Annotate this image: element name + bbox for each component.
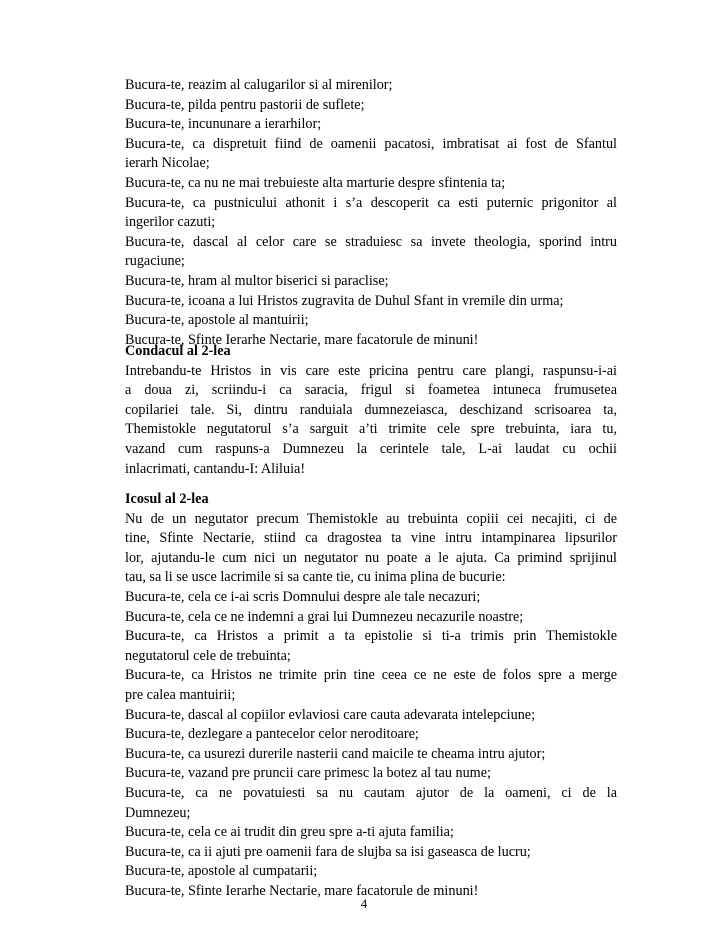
- verse-line: Bucura-te, dascal al copiilor evlaviosi care cauta adevarata intelepciune;: [125, 706, 536, 723]
- verse-line: ingerilor cazuti;: [125, 214, 216, 231]
- verse-line: Bucura-te, ca nu ne mai trebuieste alta marturie despre sfintenia ta;: [125, 174, 506, 191]
- verse-line: Bucura-te, dascal al celor care se straduiesc sa invete theologia, sporind intru: [125, 233, 617, 250]
- verse-line: Bucura-te, cela ce i-ai scris Domnului despre ale tale necazuri;: [125, 588, 481, 605]
- verse-line: Bucura-te, reazim al calugarilor si al mirenilor;: [125, 77, 393, 93]
- paragraph-line: Intrebandu-te Hristos in vis care este pricina pentru care plangi, raspunsu-i-ai: [125, 362, 617, 379]
- verse-line: Bucura-te, Sfinte Ierarhe Nectarie, mare facatorule de minuni!: [125, 331, 479, 348]
- paragraph-line: tau, sa li se usce lacrimile si sa cante tie, cu inima plina de bucurie:: [125, 569, 506, 586]
- paragraph-line: copilariei tale. Si, dintru randuiala dumnezeiasca, deschizand scrisoarea ta,: [125, 401, 617, 418]
- paragraph-line: Nu de un negutator precum Themistokle au trebuinta copiii cei necajiti, ci de: [125, 510, 617, 527]
- verse-line: pre calea mantuirii;: [125, 686, 236, 703]
- verse-line: Bucura-te, ca Hristos ne trimite prin tine ceea ce ne este de folos spre a merge: [125, 667, 617, 684]
- paragraph-line: inlacrimati, cantandu-I: Aliluia!: [125, 460, 306, 477]
- verse-line: Bucura-te, incununare a ierarhilor;: [125, 116, 322, 133]
- verse-line: rugaciune;: [125, 253, 185, 270]
- paragraph-line: lor, ajutandu-le cum nici un negutator nu poate a le ajuta. Ca primind sprijinul: [125, 549, 617, 566]
- verse-line: Bucura-te, cela ce ne indemni a grai lui Dumnezeu necazurile noastre;: [125, 608, 524, 625]
- verse-line: Bucura-te, ca ii ajuti pre oamenii fara de slujba sa isi gaseasca de lucru;: [125, 843, 531, 860]
- verse-line: Bucura-te, vazand pre pruncii care primesc la botez al tau nume;: [125, 765, 491, 782]
- icos-section: [125, 490, 617, 901]
- verse-line: Bucura-te, apostole al mantuirii;: [125, 312, 309, 329]
- verse-line: negutatorul cele de trebuinta;: [125, 647, 291, 664]
- verse-line: Bucura-te, ca Hristos a primit a ta epistolie si ti-a trimis prin Themistokle: [125, 628, 617, 645]
- verse-line: Bucura-te, ca usurezi durerile nasterii cand maicile te cheama intru ajutor;: [125, 745, 546, 762]
- verse-line: Bucura-te, apostole al cumpatarii;: [125, 863, 318, 880]
- verse-line: Bucura-te, ca dispretuit fiind de oamenii pacatosi, imbratisat ai fost de Sfantul: [125, 135, 617, 152]
- verse-line: Bucura-te, hram al multor biserici si paraclise;: [125, 272, 389, 289]
- condac-section: [125, 342, 617, 479]
- paragraph-line: Themistokle negutatorul s’a sarguit a’ti trimite cele spre trebuinta, iara tu,: [125, 421, 617, 438]
- verse-line: Bucura-te, icoana a lui Hristos zugravita de Duhul Sfant in vremile din urma;: [125, 292, 564, 309]
- verse-line: Bucura-te, dezlegare a pantecelor celor neroditoare;: [125, 726, 419, 743]
- section-heading: Condacul al 2-lea: [125, 343, 231, 359]
- verse-line: Bucura-te, cela ce ai trudit din greu spre a-ti ajuta familia;: [125, 824, 454, 841]
- verse-line: Bucura-te, Sfinte Ierarhe Nectarie, mare facatorule de minuni!: [125, 882, 479, 899]
- page-number: 4: [360, 896, 368, 911]
- verse-line: Bucura-te, ca ne povatuiesti sa nu cautam ajutor de la oameni, ci de la: [125, 784, 617, 801]
- verse-line: Bucura-te, ca pustnicului athonit i s’a descoperit ca esti puternic prigonitor al: [125, 194, 617, 211]
- akathist-verses-block: [125, 76, 617, 350]
- verse-line: Dumnezeu;: [125, 804, 191, 821]
- paragraph-line: tine, Sfinte Nectarie, stiind ca dragostea ta vine intru intampinarea lipsurilor: [125, 530, 617, 547]
- section-heading: Icosul al 2-lea: [125, 491, 209, 507]
- paragraph-line: vazand cum raspuns-a Dumnezeu la cerintele tale, L-ai laudat cu ochii: [125, 440, 617, 457]
- verse-line: ierarh Nicolae;: [125, 155, 210, 172]
- verse-line: Bucura-te, pilda pentru pastorii de suflete;: [125, 96, 365, 113]
- paragraph-line: a doua zi, scriindu-i ca saracia, frigul si foametea intuneca frumusetea: [125, 382, 617, 399]
